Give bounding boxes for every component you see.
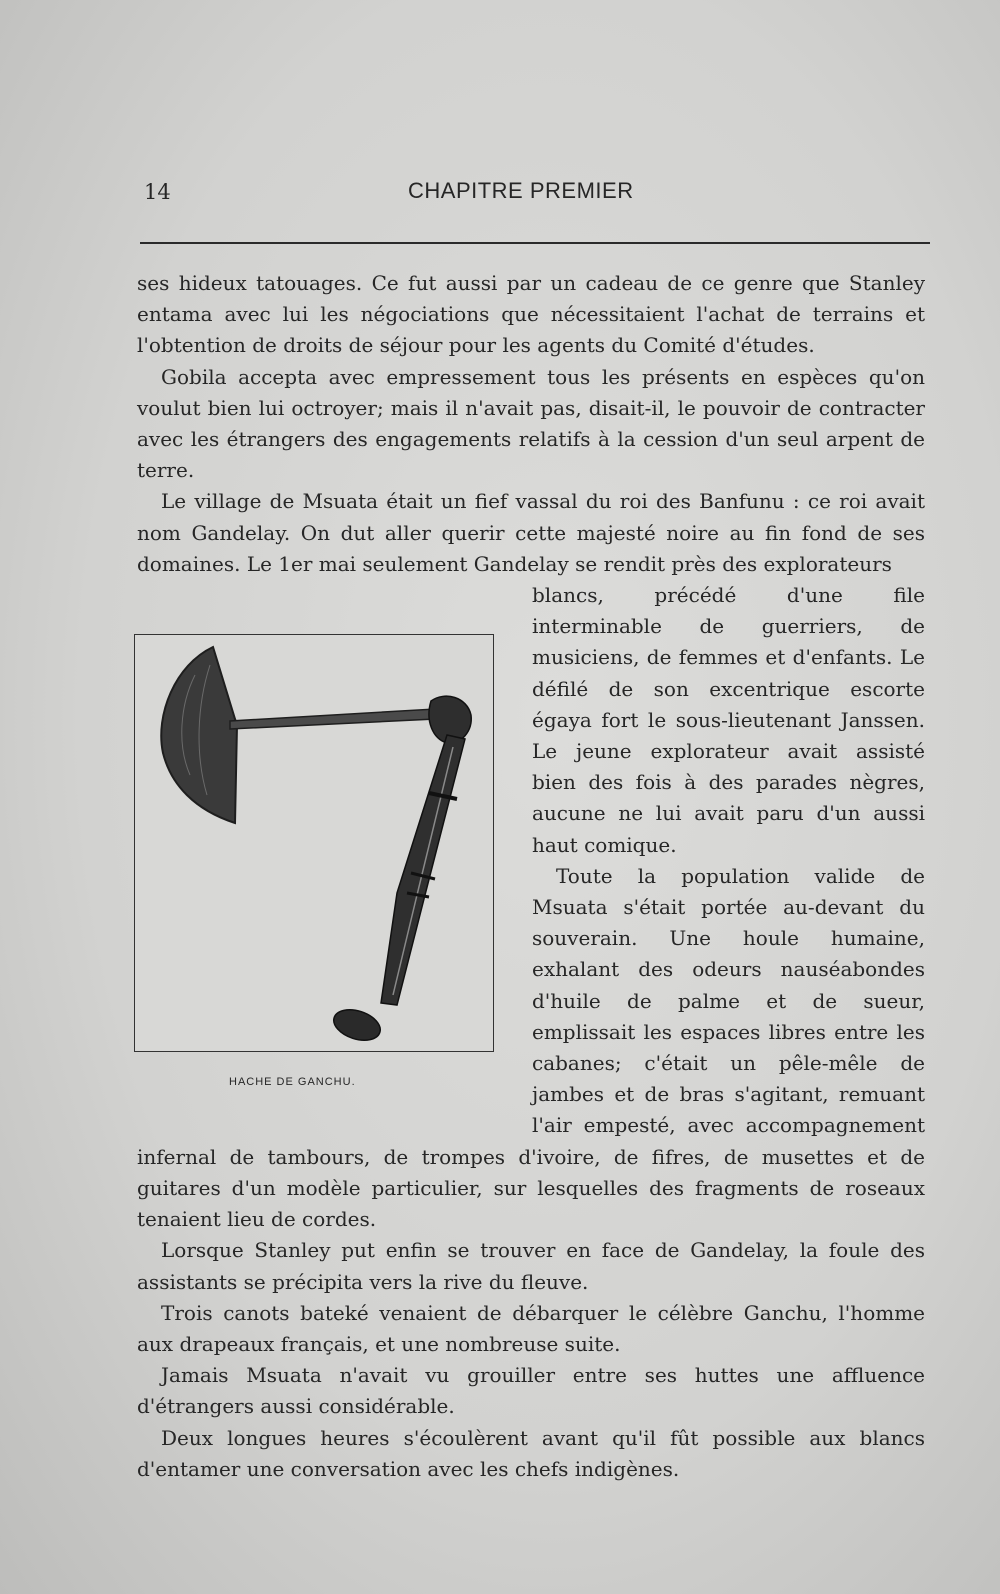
- paragraph: Le village de Msuata était un fief vassal du roi des Banfunu : ce roi avait nom Gandelay. On dut aller querir cette majesté noire au fin fond de ses domaines. Le 1er mai seulement Gandelay se rendit près des explorateurs: [137, 489, 925, 576]
- page-number: 14: [144, 180, 171, 204]
- axe-illustration-icon: [135, 635, 493, 1051]
- header-rule: [140, 242, 930, 244]
- paragraph: blancs, précédé d'une file interminable de guerriers, de musiciens, de femmes et d'enfants. Le défilé de son excentrique escorte égaya fort le sous-lieutenant Janssen. Le jeune explorateur avait assisté bien des fois à des parades nègres, aucune ne lui avait paru d'un aussi haut comique.: [532, 583, 925, 857]
- figure-frame: [134, 634, 494, 1052]
- paragraph: ses hideux tatouages. Ce fut aussi par un cadeau de ce genre que Stanley entama avec lui les négociations que nécessitaient l'achat de terrains et l'obtention de droits de séjour pour les agents du Comité d'études.: [137, 271, 925, 358]
- paragraph: Jamais Msuata n'avait vu grouiller entre ses huttes une affluence d'étrangers aussi considérable.: [137, 1363, 925, 1419]
- page-header: [140, 176, 920, 210]
- running-title: CHAPITRE PREMIER: [408, 178, 634, 203]
- figure-caption: HACHE DE GANCHU.: [229, 1076, 356, 1089]
- paragraph: Gobila accepta avec empressement tous les présents en espèces qu'on voulut bien lui octroyer; mais il n'avait pas, disait-il, le pouvoir de contracter avec les étrangers des engagements relatifs à la cession d'un seul arpent de terre.: [137, 364, 925, 483]
- paragraph: Toute la population valide de Msuata s'était portée au-devant du souverain. Une houle humaine, exhalant des odeurs nauséabondes d'huile de palme et de sueur, emplissait les espaces libres entre les cabanes; c'était un pêle-mêle de jambes et de bras s'agitant, remuant l'air empesté, avec accompagnement infernal de tambours, de trompes d'ivoire, de fifres, de musettes et de guitares d'un modèle particulier, sur lesquelles des fragments de roseaux tenaient lieu de cordes.: [137, 863, 925, 1232]
- figure: [137, 580, 532, 1120]
- paragraph: Lorsque Stanley put enfin se trouver en face de Gandelay, la foule des assistants se précipita vers la rive du fleuve.: [137, 1238, 925, 1294]
- paragraph: Trois canots bateké venaient de débarquer le célèbre Ganchu, l'homme aux drapeaux français, et une nombreuse suite.: [137, 1300, 925, 1356]
- paragraph: Deux longues heures s'écoulèrent avant qu'il fût possible aux blancs d'entamer une conversation avec les chefs indigènes.: [137, 1425, 925, 1481]
- body-text: [137, 268, 925, 1485]
